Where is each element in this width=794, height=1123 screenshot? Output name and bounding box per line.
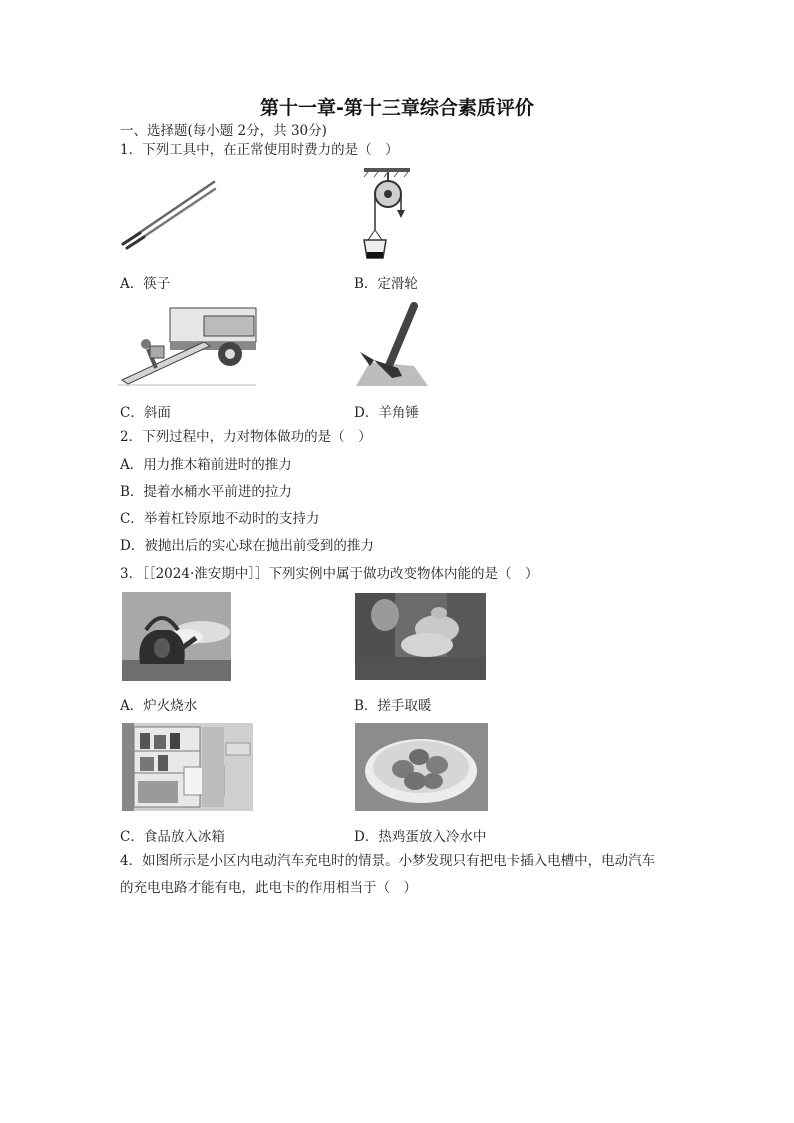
question-4-stem-line-2: 的充电电路才能有电，此电卡的作用相当于（ ） xyxy=(120,880,417,896)
eggs-in-water-photo xyxy=(355,723,488,811)
kettle-photo xyxy=(122,592,231,681)
question-1-option-b: B．定滑轮 xyxy=(354,276,418,292)
question-2-stem: 2．下列过程中，力对物体做功的是（ ） xyxy=(120,429,372,445)
question-1-option-a: A．筷子 xyxy=(120,276,171,292)
question-2-option-d: D．被抛出后的实心球在抛出前受到的推力 xyxy=(120,538,374,554)
question-2-option-b: B．提着水桶水平前进的拉力 xyxy=(120,484,292,500)
chopsticks-icon xyxy=(118,178,218,252)
question-1-option-d: D．羊角锤 xyxy=(354,405,419,421)
question-2-option-c: C．举着杠铃原地不动时的支持力 xyxy=(120,511,320,527)
question-3-option-a: A．炉火烧水 xyxy=(120,698,198,714)
page-title: 第十一章-第十三章综合素质评价 xyxy=(260,97,534,119)
question-3-option-c: C．食品放入冰箱 xyxy=(120,829,225,845)
refrigerator-photo xyxy=(122,723,253,811)
claw-hammer-icon xyxy=(352,302,432,390)
inclined-plane-icon xyxy=(118,302,258,386)
section-heading: 一、选择题(每小题 2分，共 30分) xyxy=(120,123,327,139)
question-3-stem: 3．［［2024·淮安期中］］下列实例中属于做功改变物体内能的是（ ） xyxy=(120,566,539,582)
rubbing-hands-photo xyxy=(355,593,486,680)
question-2-option-a: A．用力推木箱前进时的推力 xyxy=(120,457,292,473)
fixed-pulley-icon xyxy=(360,168,420,266)
question-1-option-c: C．斜面 xyxy=(120,405,171,421)
question-3-option-b: B．搓手取暖 xyxy=(354,698,432,714)
question-3-option-d: D．热鸡蛋放入冷水中 xyxy=(354,829,487,845)
question-1-stem: 1．下列工具中，在正常使用时费力的是（ ） xyxy=(120,142,399,158)
question-4-stem-line-1: 4．如图所示是小区内电动汽车充电时的情景。小梦发现只有把电卡插入电槽中，电动汽车 xyxy=(120,853,656,869)
